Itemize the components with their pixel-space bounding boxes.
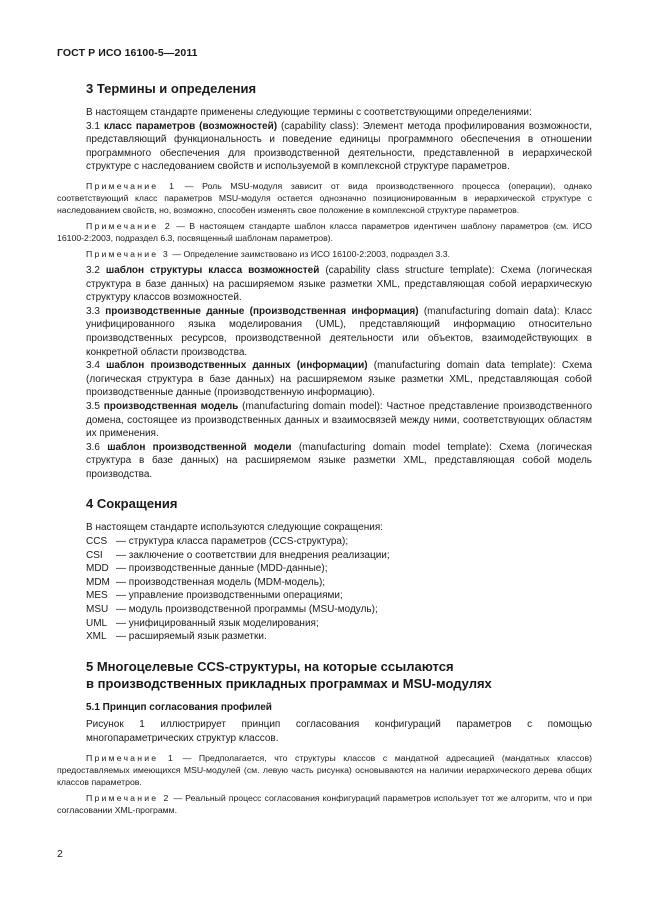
abbreviation-list: [86, 535, 592, 644]
term-3-6: 3.6 шаблон производственной модели (manufacturing domain model template): Схема (логическая структура в базе данных) на расширяемом языке разметки XML, представляющая собой модель производства.: [86, 441, 592, 480]
section-5-1-paragraph: Рисунок 1 иллюстрирует принцип согласования конфигураций параметров с помощью многопараметрических структур классов.: [86, 719, 592, 744]
term-3-3: 3.3 производственные данные (производственная информация) (manufacturing domain data): Класс унифицированного языка моделирования (UML), представляющий информацию относительно производственных ресурсов, производственной деятельности или объектов, взаимодействующих в конкретной области производства.: [86, 305, 592, 358]
document-header: ГОСТ Р ИСО 16100-5—2011: [57, 47, 198, 59]
term-3-1: 3.1 класс параметров (возможностей) (capability class): Элемент метода профилирования возможности, представляющий функциональность и поведение единицы программного обеспечения в отношении программного обеспечения для производственной деятельности, представленной в иерархической структуре с наследованием свойств и используемой в комплексной структуре параметров.: [86, 120, 592, 173]
list-item: CCS — структура класса параметров (CCS-структура);: [86, 536, 349, 548]
term-3-5: 3.5 производственная модель (manufacturing domain model): Частное представление производственного домена, состоящее из производственных данных и взаимосвязей между ними, соответствующих областям их применения.: [86, 400, 593, 440]
section-4-intro: В настоящем стандарте используются следующие сокращения:: [86, 522, 384, 534]
note-3: Примечание 3 — Определение заимствовано из ИСО 16100-2:2003, подраздел 3.3.: [86, 248, 451, 259]
page-number: 2: [57, 848, 63, 860]
section-3-intro: В настоящем стандарте применены следующие термины с соответствующими определениями:: [86, 107, 532, 118]
section-4-title: 4 Сокращения: [86, 496, 178, 512]
list-item: XML — расширяемый язык разметки.: [86, 631, 267, 643]
term-3-4: 3.4 шаблон производственных данных (информации) (manufacturing domain data template): Схема (логическая структура в базе данных) на расширяемом языке разметки XML, представляющая собой производственные данные (производственную информацию).: [86, 360, 593, 399]
page-content: [57, 80, 593, 816]
subsection-5-1-title: 5.1 Принцип согласования профилей: [86, 701, 272, 713]
list-item: CSI — заключение о соответствии для внедрения реализации;: [86, 549, 390, 561]
list-item: MES — управление производственными операциями;: [86, 590, 343, 602]
list-item: MDM — производственная модель (MDM-модель);: [86, 576, 326, 588]
section-3-title: 3 Термины и определения: [86, 81, 257, 96]
note-5-2: Примечание 2 — Реальный процесс согласования конфигураций параметров использует тот же алгоритм, что и при согласовании XML-программ.: [57, 792, 592, 815]
section-5-title: 5 Многоцелевые CCS-структуры, на которые ссылаются в производственных прикладных программах и MSU-модулях: [86, 658, 492, 691]
note-2: Примечание 2 — В настоящем стандарте шаблон класса параметров идентичен шаблону параметров (см. ИСО 16100-2:2003, подраздел 6.3, посвященный шаблонам параметров).: [57, 220, 592, 243]
note-5-1: Примечание 1 — Предполагается, что структуры классов с мандатной адресацией (мандатных классов) предоставляемых имеющихся MSU-модулей (см. левую часть рисунка) основываются на наличии иерархического дерева общих классов параметров.: [57, 752, 592, 787]
term-3-2: 3.2 шаблон структуры класса возможностей (capability class structure template): Схема (логическая структура в базе данных) на расширяемом языке разметки XML, представляющая собой иерархическую структуру классов возможностей.: [86, 264, 592, 304]
list-item: MSU — модуль производственной программы (MSU-модуль);: [86, 604, 378, 616]
list-item: UML — унифицированный язык моделирования;: [86, 617, 319, 629]
list-item: MDD — производственные данные (MDD-данные);: [86, 563, 328, 575]
note-1: Примечание 1 — Роль MSU-модуля зависит от вида производственного процесса (операции), однако соответствующий класс параметров MSU-модуля остается однозначно позиционированным в иерархической структуре с наследованием свойств, но, возможно, способен изменять свое положение в комплексной структуре параметров.: [57, 180, 592, 215]
